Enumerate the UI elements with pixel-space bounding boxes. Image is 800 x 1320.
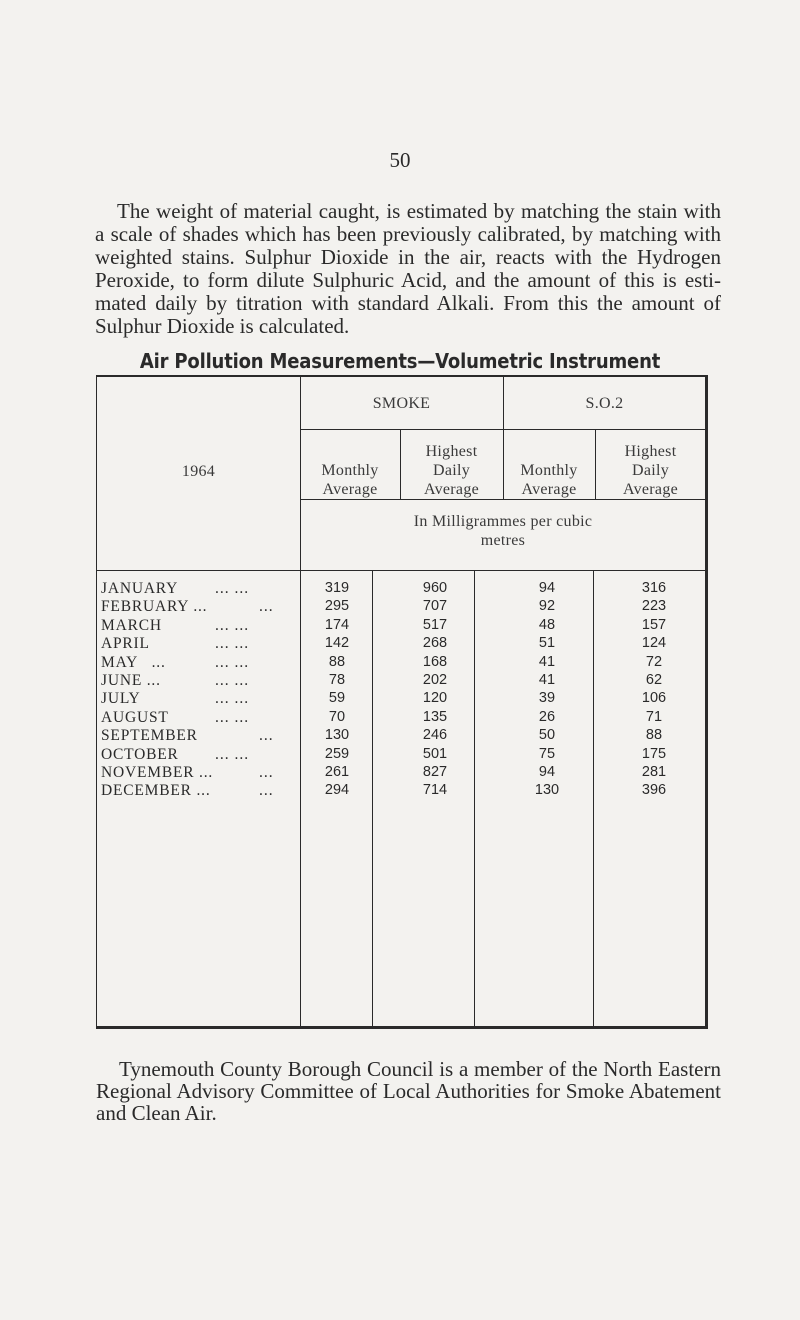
month-label: OCTOBER — [101, 745, 179, 763]
air-pollution-table — [96, 375, 708, 1029]
leader-dots: ... — [259, 782, 274, 800]
so2-monthly-value: 92 — [538, 598, 556, 615]
so2-monthly-value: 130 — [534, 782, 560, 799]
smoke-highest-value: 120 — [422, 690, 448, 707]
smoke-highest-daily-average-header: Highest Daily Average — [423, 443, 480, 498]
month-label: DECEMBER ... — [101, 782, 211, 800]
table-rule-horizontal — [300, 429, 706, 430]
so2-monthly-value: 41 — [538, 672, 556, 688]
leader-dots: ... ... — [215, 580, 250, 597]
smoke-highest-value: 501 — [422, 745, 448, 762]
smoke-highest-value: 246 — [422, 727, 448, 744]
smoke-monthly-value: 259 — [324, 745, 350, 762]
smoke-header: SMOKE — [372, 395, 431, 412]
smoke-highest-value: 517 — [422, 616, 448, 633]
so2-monthly-average-header: Monthly Average — [520, 462, 578, 498]
leader-dots: ... — [259, 727, 274, 745]
smoke-highest-value: 268 — [422, 635, 448, 652]
smoke-monthly-value: 78 — [328, 672, 346, 688]
smoke-highest-value: 827 — [422, 764, 448, 780]
smoke-highest-value: 202 — [422, 672, 448, 688]
table-rule-horizontal — [97, 570, 706, 571]
month-label: SEPTEMBER — [101, 727, 198, 745]
so2-highest-value: 124 — [641, 635, 667, 652]
leader-dots: ... ... — [215, 653, 250, 671]
closing-paragraph: Tynemouth County Borough Council is a member of the North Eastern Regional Advisory Committee of Local Authorities for Smoke Abatement and Clean Air. — [96, 1057, 721, 1125]
leader-dots: ... ... — [215, 745, 250, 763]
so2-monthly-value: 94 — [538, 764, 556, 780]
so2-monthly-value: 48 — [538, 616, 556, 633]
intro-paragraph: The weight of material caught, is estimated by matching the stain with a scale of shades which has been previously calibrated, by matching with weighted stains. Sulphur Dioxide in the air, reacts with the Hydrogen Peroxide, to form dilute Sulphuric Acid, and the amount of this is esti- mated daily by titration with standard Alkali. From this the amount of Sulphur Dioxide is calculated. — [95, 199, 721, 338]
smoke-monthly-value: 130 — [324, 727, 350, 744]
so2-highest-value: 396 — [641, 782, 667, 799]
month-label: MARCH — [101, 616, 162, 634]
smoke-monthly-value: 319 — [324, 580, 350, 596]
smoke-monthly-average-header: Monthly Average — [321, 462, 379, 498]
leader-dots: ... — [259, 764, 274, 781]
page-number: 50 — [389, 148, 411, 172]
so2-monthly-value: 39 — [538, 690, 556, 707]
so2-highest-value: 223 — [641, 598, 667, 615]
so2-header: S.O.2 — [585, 395, 624, 412]
smoke-monthly-value: 174 — [324, 616, 350, 633]
smoke-monthly-value: 295 — [324, 598, 350, 615]
so2-monthly-value: 94 — [538, 580, 556, 596]
smoke-monthly-value: 59 — [328, 690, 346, 707]
smoke-monthly-value: 261 — [324, 764, 350, 780]
so2-highest-value: 281 — [641, 764, 667, 780]
smoke-highest-value: 960 — [422, 580, 448, 596]
month-label: APRIL — [101, 635, 150, 653]
smoke-monthly-value: 294 — [324, 782, 350, 799]
so2-highest-value: 175 — [641, 745, 667, 762]
so2-highest-value: 157 — [641, 616, 667, 633]
so2-monthly-value: 51 — [538, 635, 556, 652]
month-label: FEBRUARY ... — [101, 598, 208, 616]
so2-monthly-value: 41 — [538, 653, 556, 670]
smoke-highest-value: 135 — [422, 708, 448, 725]
so2-highest-value: 71 — [645, 708, 663, 725]
units-header: In Milligrammes per cubic metres — [413, 513, 593, 549]
month-label: JUNE ... — [101, 672, 161, 689]
table-row — [97, 782, 709, 803]
leader-dots: ... ... — [215, 672, 250, 689]
so2-highest-value: 316 — [641, 580, 667, 596]
month-label: JULY — [101, 690, 141, 708]
so2-monthly-value: 26 — [538, 708, 556, 725]
month-label: AUGUST — [101, 708, 169, 726]
month-label: MAY ... — [101, 653, 166, 671]
so2-monthly-value: 50 — [538, 727, 556, 744]
smoke-highest-value: 168 — [422, 653, 448, 670]
smoke-highest-value: 707 — [422, 598, 448, 615]
leader-dots: ... ... — [215, 635, 250, 653]
smoke-monthly-value: 88 — [328, 653, 346, 670]
table-title: Air Pollution Measurements—Volumetric Instrument — [139, 349, 661, 373]
so2-highest-value: 88 — [645, 727, 663, 744]
smoke-highest-value: 714 — [422, 782, 448, 799]
month-label: NOVEMBER ... — [101, 764, 214, 781]
smoke-monthly-value: 70 — [328, 708, 346, 725]
leader-dots: ... — [259, 598, 274, 616]
leader-dots: ... ... — [215, 708, 250, 726]
so2-highest-daily-average-header: Highest Daily Average — [622, 443, 679, 498]
leader-dots: ... ... — [215, 616, 250, 634]
month-label: JANUARY — [101, 580, 179, 597]
table-rule-horizontal — [300, 499, 706, 500]
so2-highest-value: 106 — [641, 690, 667, 707]
smoke-monthly-value: 142 — [324, 635, 350, 652]
year-header: 1964 — [181, 463, 216, 480]
so2-highest-value: 72 — [645, 653, 663, 670]
so2-monthly-value: 75 — [538, 745, 556, 762]
so2-highest-value: 62 — [645, 672, 663, 688]
leader-dots: ... ... — [215, 690, 250, 708]
